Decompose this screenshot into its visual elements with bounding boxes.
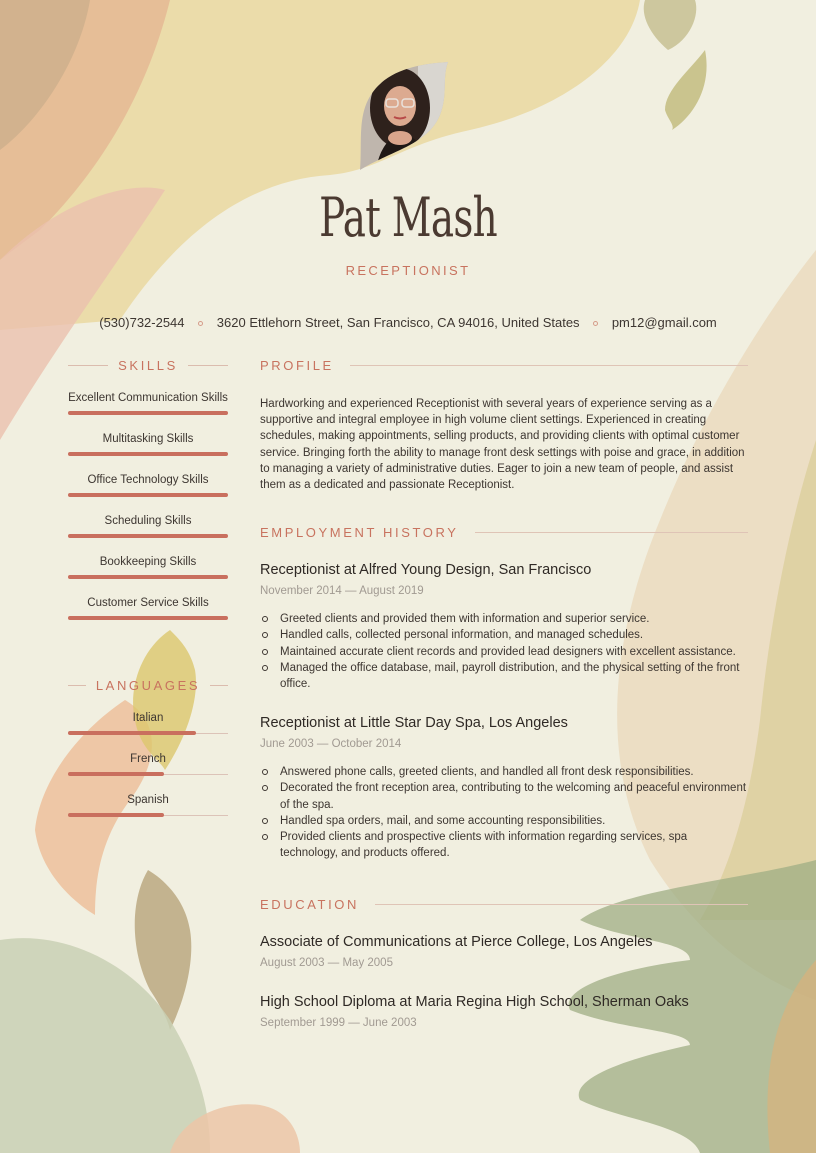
profile-summary: Hardworking and experienced Receptionist with several years of experience serving as a supportive and integral employee in high volume client settings. Experienced in creating schedules, making appointments, selling products, and providing clients with optimal customer service. Bringing forth the ability to manage front desk settings with poise and grace, in addition to managing a variety of administrative duties. Eager to join a new team of people, and assist them as a dedicated and passionate Receptionist. bbox=[260, 398, 745, 492]
skill-item bbox=[68, 432, 228, 456]
divider bbox=[68, 365, 108, 366]
job-entry bbox=[260, 561, 748, 692]
contact-line bbox=[0, 315, 816, 330]
skill-item bbox=[68, 555, 228, 579]
education-entry-dates: August 2003 — May 2005 bbox=[260, 957, 393, 970]
job-bullet: Decorated the front reception area, contributing to the welcoming and peaceful environment of the spa. bbox=[260, 780, 748, 812]
skill-level-bar bbox=[68, 575, 228, 579]
email: pm12@gmail.com bbox=[611, 315, 717, 330]
skill-level-bar bbox=[68, 616, 228, 620]
main-content bbox=[260, 356, 748, 1031]
education-entry-title: Associate of Communications at Pierce College, Los Angeles bbox=[260, 934, 653, 951]
language-label: Italian bbox=[132, 712, 164, 724]
job-bullet: Handled calls, collected personal information, and managed schedules. bbox=[260, 627, 748, 643]
job-entry-title: Receptionist at Alfred Young Design, San Francisco bbox=[260, 562, 592, 579]
candidate-name: Pat Mash bbox=[319, 186, 497, 249]
education-heading bbox=[260, 895, 748, 913]
separator-dot-icon bbox=[198, 321, 203, 326]
job-title: RECEPTIONIST bbox=[345, 263, 471, 278]
language-level-fill bbox=[68, 772, 164, 776]
language-item bbox=[68, 793, 228, 817]
language-item bbox=[68, 752, 228, 776]
education-section bbox=[260, 895, 748, 1031]
job-bullets bbox=[260, 611, 748, 692]
employment-heading-label: EMPLOYMENT HISTORY bbox=[260, 524, 459, 540]
divider bbox=[350, 365, 748, 366]
job-entry-dates: November 2014 — August 2019 bbox=[260, 585, 424, 598]
profile-heading-label: PROFILE bbox=[260, 357, 334, 373]
languages-heading bbox=[68, 676, 228, 694]
skill-item bbox=[68, 596, 228, 620]
language-level-track bbox=[68, 813, 228, 817]
education-entry-title: High School Diploma at Maria Regina High School, Sherman Oaks bbox=[260, 994, 689, 1011]
skills-heading bbox=[68, 356, 228, 374]
education-entry bbox=[260, 993, 748, 1031]
skill-item bbox=[68, 473, 228, 497]
skill-item bbox=[68, 514, 228, 538]
job-bullet: Handled spa orders, mail, and some accounting responsibilities. bbox=[260, 813, 748, 829]
skill-label: Office Technology Skills bbox=[87, 474, 209, 486]
skill-label: Excellent Communication Skills bbox=[68, 392, 228, 404]
skill-level-bar bbox=[68, 493, 228, 497]
job-bullet: Provided clients and prospective clients with information regarding services, spa technology, and products offered. bbox=[260, 829, 748, 861]
language-item bbox=[68, 711, 228, 735]
employment-heading bbox=[260, 523, 748, 541]
job-bullet: Answered phone calls, greeted clients, and handled all front desk responsibilities. bbox=[260, 764, 748, 780]
education-entry bbox=[260, 933, 748, 971]
divider bbox=[188, 365, 228, 366]
languages-section bbox=[68, 676, 228, 817]
profile-photo bbox=[358, 60, 448, 170]
language-level-fill bbox=[68, 731, 196, 735]
divider bbox=[375, 904, 748, 905]
skill-level-bar bbox=[68, 534, 228, 538]
divider bbox=[475, 532, 748, 533]
skill-label: Scheduling Skills bbox=[104, 515, 192, 527]
job-entry-dates: June 2003 — October 2014 bbox=[260, 738, 402, 751]
languages-heading-label: LANGUAGES bbox=[95, 677, 201, 693]
language-label: Spanish bbox=[127, 794, 169, 806]
job-entry-title: Receptionist at Little Star Day Spa, Los Angeles bbox=[260, 715, 568, 732]
skills-heading-label: SKILLS bbox=[118, 357, 178, 373]
divider bbox=[210, 685, 228, 686]
skill-label: Bookkeeping Skills bbox=[99, 556, 197, 568]
profile-photo-image bbox=[358, 60, 448, 170]
language-label: French bbox=[130, 753, 166, 765]
skill-label: Customer Service Skills bbox=[87, 597, 209, 609]
job-bullet: Maintained accurate client records and provided lead designers with excellent assistance. bbox=[260, 644, 748, 660]
job-bullet: Managed the office database, mail, payroll distribution, and the physical setting of the front office. bbox=[260, 660, 748, 692]
skill-level-bar bbox=[68, 411, 228, 415]
language-level-fill bbox=[68, 813, 164, 817]
phone-number: (530)732-2544 bbox=[99, 315, 185, 330]
separator-dot-icon bbox=[593, 321, 598, 326]
job-entry bbox=[260, 714, 748, 861]
profile-heading bbox=[260, 356, 748, 374]
skill-label: Multitasking Skills bbox=[102, 433, 194, 445]
job-bullets bbox=[260, 764, 748, 861]
employment-section bbox=[260, 523, 748, 861]
language-level-track bbox=[68, 731, 228, 735]
sidebar bbox=[68, 356, 228, 817]
education-heading-label: EDUCATION bbox=[260, 896, 359, 912]
address: 3620 Ettlehorn Street, San Francisco, CA 94016, United States bbox=[216, 315, 580, 330]
education-entry-dates: September 1999 — June 2003 bbox=[260, 1017, 417, 1030]
skill-item bbox=[68, 391, 228, 415]
language-level-track bbox=[68, 772, 228, 776]
skill-level-bar bbox=[68, 452, 228, 456]
divider bbox=[68, 685, 86, 686]
job-bullet: Greeted clients and provided them with information and superior service. bbox=[260, 611, 748, 627]
